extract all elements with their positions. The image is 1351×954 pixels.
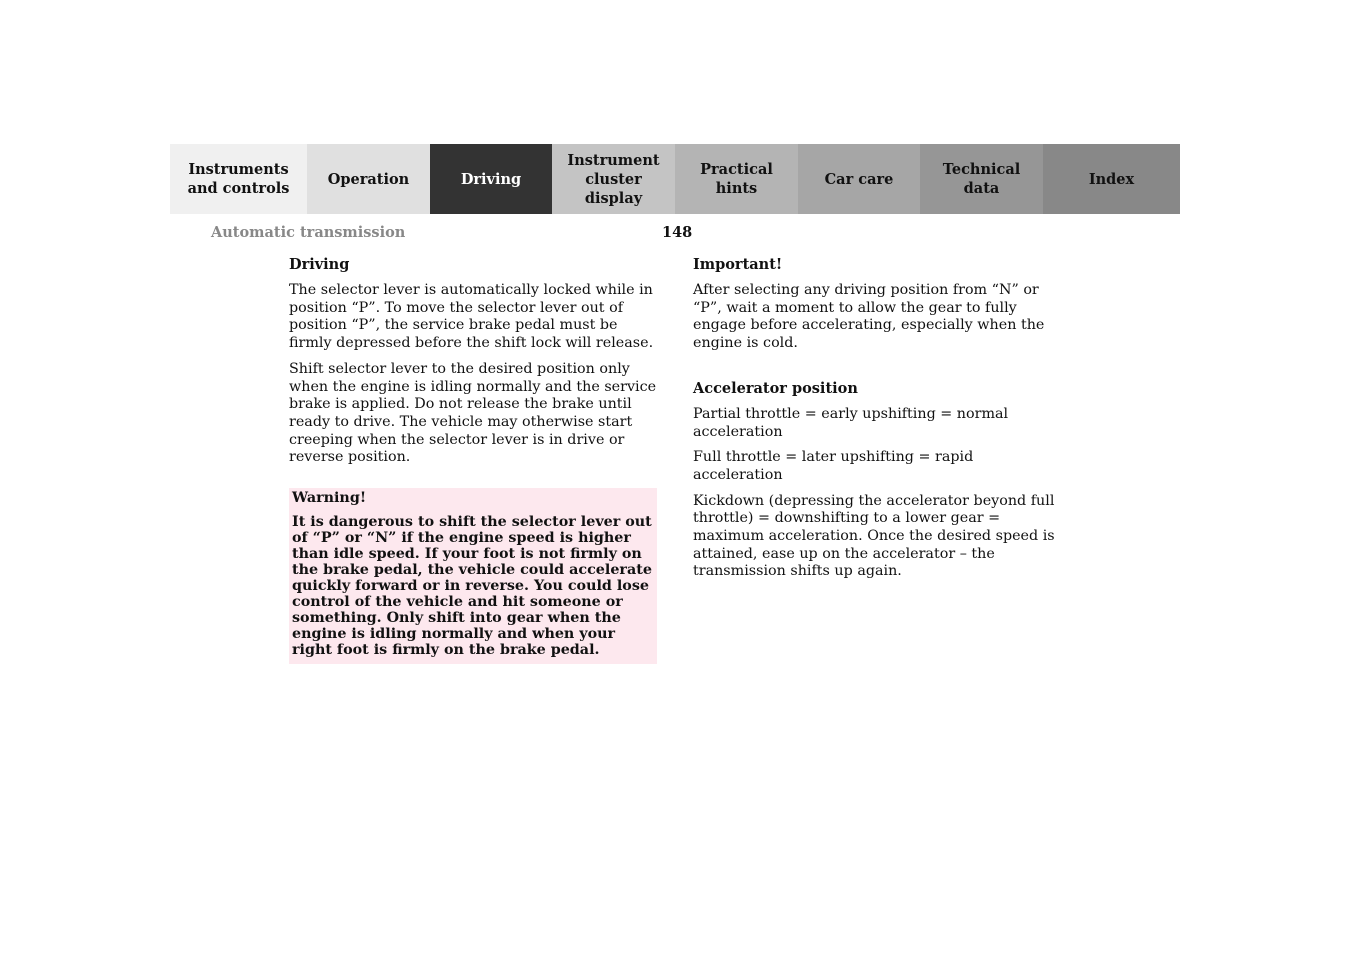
tab-label-line1: Car care	[824, 170, 894, 188]
tab-label-line1: Operation	[327, 170, 410, 188]
tab-label-line1: Instruments	[188, 161, 289, 178]
tab-label-line2: and controls	[187, 180, 290, 197]
accelerator-heading: Accelerator position	[693, 379, 858, 397]
driving-heading: Driving	[289, 256, 350, 273]
tab-technical-data[interactable]	[920, 144, 1043, 214]
shift-instruction-paragraph: Shift selector lever to the desired position only when the engine is idling normally and the service brake is applied. Do not release the brake until ready to drive. The vehicle may otherwise start creeping when the selector lever is in drive or reverse position.	[289, 360, 657, 466]
section-spacer	[693, 361, 1065, 379]
selector-lock-paragraph: The selector lever is automatically locked while in position “P”. To move the selector lever out of position “P”, the service brake pedal must be firmly depressed before the shift lock will release.	[289, 282, 654, 352]
tab-instrument-cluster-display[interactable]	[552, 144, 675, 214]
tab-driving[interactable]	[430, 144, 552, 214]
tab-label-line1: Practical hints	[700, 161, 773, 197]
warning-text: It is dangerous to shift the selector lever out of “P” or “N” if the engine speed is higher than idle speed. If your foot is not firmly on the brake pedal, the vehicle could accelerate quickly forward or in reverse. You could lose control of the vehicle and hit someone or something. Only shift into gear when the engine is idling normally and when your right foot is firmly on the brake pedal.	[292, 514, 652, 659]
tab-label-line1: Driving	[460, 170, 522, 188]
important-heading: Important!	[693, 256, 783, 273]
tab-instruments-and-controls[interactable]	[170, 144, 307, 214]
left-column	[289, 255, 661, 664]
right-column	[693, 255, 1065, 589]
important-text: After selecting any driving position from “N” or “P”, wait a moment to allow the gear to fully engage before accelerating, especially when the engine is cold.	[693, 282, 1045, 352]
tab-label-line1: Instrument	[567, 151, 660, 169]
partial-throttle-text: Partial throttle = early upshifting = normal acceleration	[693, 405, 1009, 440]
tab-label-line1: Index	[1088, 170, 1135, 188]
tab-index[interactable]	[1043, 144, 1180, 214]
warning-box	[289, 488, 657, 664]
tab-practical-hints[interactable]	[675, 144, 798, 214]
kickdown-text: Kickdown (depressing the accelerator beyond full throttle) = downshifting to a lower gear = maximum acceleration. Once the desired speed is attained, ease up on the accelerator – the transmission shifts up again.	[693, 492, 1055, 580]
chapter-tab-bar	[170, 144, 1180, 214]
section-title: Automatic transmission	[211, 224, 406, 241]
page-number: 148	[662, 224, 693, 241]
warning-title: Warning!	[292, 490, 367, 507]
tab-label-line1: Technical	[942, 161, 1021, 178]
tab-operation[interactable]	[307, 144, 430, 214]
tab-car-care[interactable]	[798, 144, 920, 214]
full-throttle-text: Full throttle = later upshifting = rapid acceleration	[693, 449, 974, 483]
tab-label-line2: data	[963, 180, 1000, 197]
tab-label-line2: cluster display	[584, 170, 643, 207]
